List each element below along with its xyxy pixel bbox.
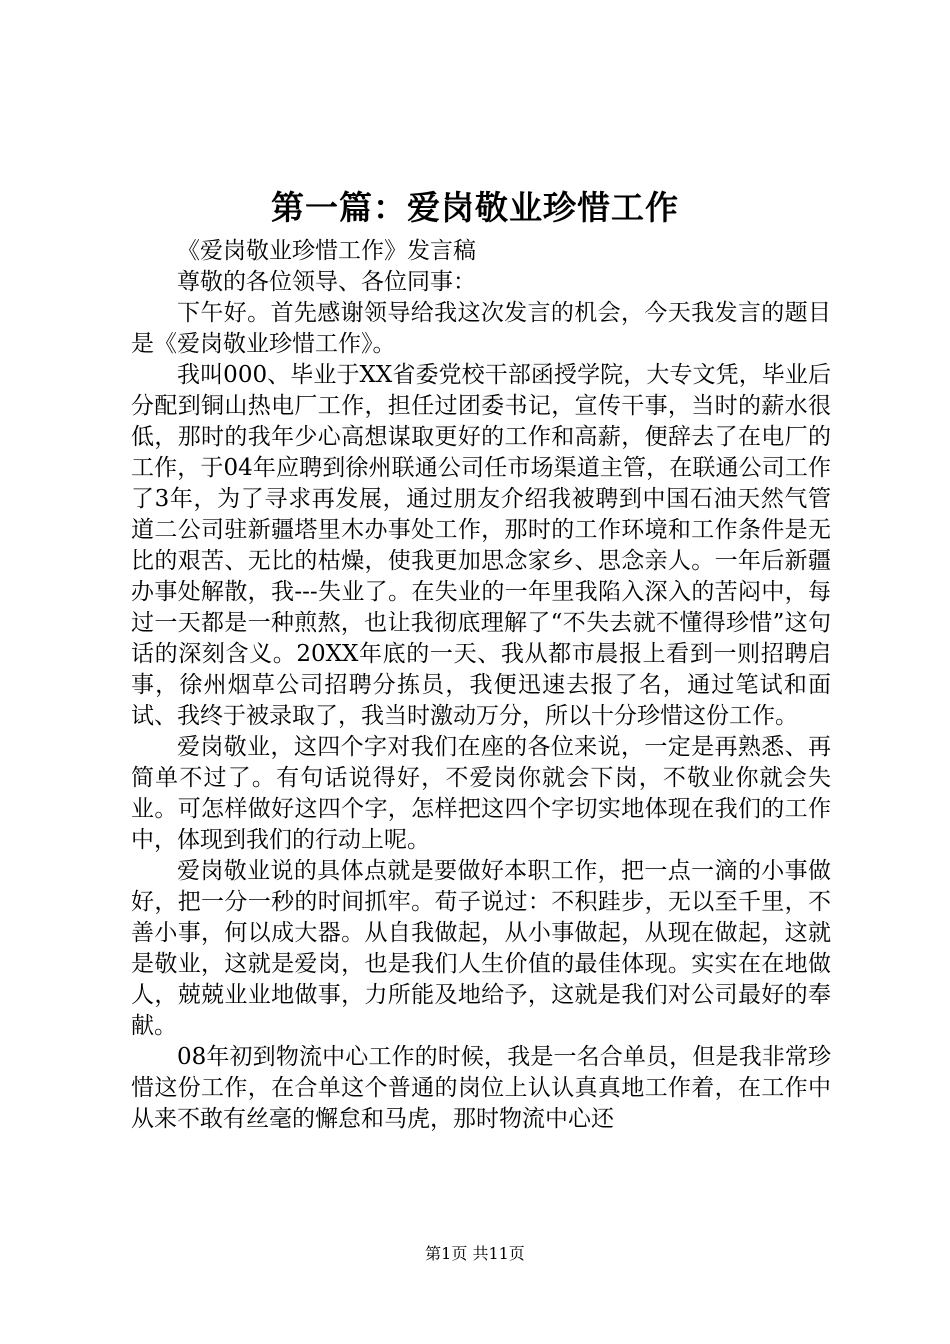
paragraph-greeting: 下午好。首先感谢领导给我这次发言的机会，今天我发言的题目是《爱岗敬业珍惜工作》。 xyxy=(131,300,831,357)
paragraph-introduction: 我叫000、毕业于XX省委党校干部函授学院，大专文凭，毕业后分配到铜山热电厂工作，担任过团委书记，宣传干事，当时的薪水很低，那时的我年少心高想谋取更好的工作和高薪，便辞去了在电厂的工作，于04年应聘到徐州联通公司任市场渠道主管，在联通公司工作了3年，为了寻求再发展，通过朋友介绍我被聘到中国石油天然气管道二公司驻新疆塔里木办事处工作，那时的工作环境和工作条件是无比的艰苦、无比的枯燥，使我更加思念家乡、思念亲人。一年后新疆办事处解散，我---失业了。在失业的一年里我陷入深入的苦闷中，每过一天都是一种煎熬，也让我彻底理解了“不失去就不懂得珍惜”这句话的深刻含义。20XX年底的一天、我从都市晨报上看到一则招聘启事，徐州烟草公司招聘分拣员，我便迅速去报了名，通过笔试和面试、我终于被录取了，我当时激动万分，所以十分珍惜这份工作。 xyxy=(131,362,831,729)
document-title: 第一篇：爱岗敬业珍惜工作 xyxy=(271,188,679,227)
paragraph-subtitle: 《爱岗敬业珍惜工作》发言稿 xyxy=(177,238,476,264)
paragraph-dedication: 爱岗敬业，这四个字对我们在座的各位来说，一定是再熟悉、再简单不过了。有句话说得好，不爱岗你就会下岗，不敬业你就会失业。可怎样做好这四个字，怎样把这四个字切实地体现在我们的工作中，体现到我们的行动上呢。 xyxy=(131,734,831,853)
page-footer: 第1页 共11页 xyxy=(425,1244,525,1263)
paragraph-salutation: 尊敬的各位领导、各位同事： xyxy=(177,269,476,295)
document-body xyxy=(131,236,831,1135)
paragraph-experience: 08年初到物流中心工作的时候，我是一名合单员，但是我非常珍惜这份工作，在合单这个普通的岗位上认认真真地工作着，在工作中从来不敢有丝毫的懈怠和马虎，那时物流中心还 xyxy=(131,1044,831,1132)
paragraph-details: 爱岗敬业说的具体点就是要做好本职工作，把一点一滴的小事做好，把一分一秒的时间抓牢。荀子说过：不积跬步，无以至千里，不善小事，何以成大器。从自我做起，从小事做起，从现在做起，这就是敬业，这就是爱岗，也是我们人生价值的最佳体现。实实在在地做人，兢兢业业地做事，力所能及地给予，这就是我们对公司最好的奉献。 xyxy=(131,858,831,1039)
